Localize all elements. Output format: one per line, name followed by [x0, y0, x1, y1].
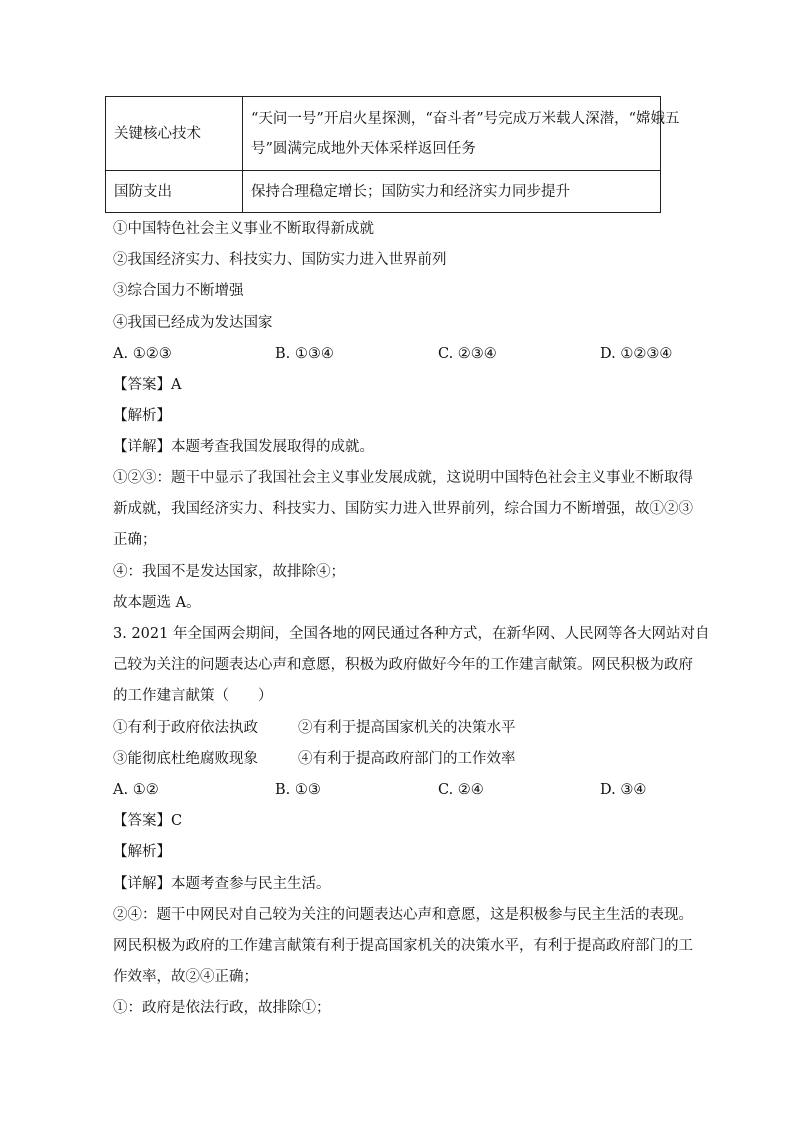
- option-a: A. ①②③: [113, 346, 172, 362]
- table-key-cell: 关键核心技术: [106, 97, 243, 171]
- statement-item: ①有利于政府依法执政: [113, 720, 258, 736]
- table-value-line: 号”圆满完成地外天体采样返回任务: [251, 140, 476, 157]
- table-value-cell: 保持合理稳定增长；国防实力和经济实力同步提升: [243, 171, 661, 213]
- explanation-line: 新成就，我国经济实力、科技实力、国防实力进入世界前列，综合国力不断增强，故①②③: [113, 501, 693, 517]
- question-stem-line: 己较为关注的问题表达心声和意愿，积极为政府做好今年的工作建言献策。网民积极为政府: [113, 657, 693, 673]
- option-d: D. ①②③④: [600, 346, 673, 362]
- statement-item: ①中国特色社会主义事业不断取得新成就: [113, 221, 374, 237]
- explanation-line: ④：我国不是发达国家，故排除④；: [113, 564, 345, 580]
- table-value-line: “天问一号”开启火星探测，“奋斗者”号完成万米载人深潜，“嫦娥五: [251, 110, 680, 127]
- explanation-line: 网民积极为政府的工作建言献策有利于提高国家机关的决策水平，有利于提高政府部门的工: [113, 938, 693, 954]
- statement-item: ④我国已经成为发达国家: [113, 315, 273, 331]
- question-stem-line: 3. 2021 年全国两会期间，全国各地的网民通过各种方式，在新华网、人民网等各大网站对自: [113, 626, 710, 642]
- option-d: D. ③④: [600, 782, 647, 798]
- option-c: C. ②③④: [438, 346, 497, 362]
- statement-item: ②我国经济实力、科技实力、国防实力进入世界前列: [113, 252, 447, 268]
- option-a: A. ①②: [113, 782, 159, 798]
- explanation-line: ①②③：题干中显示了我国社会主义事业发展成就，这说明中国特色社会主义事业不断取得: [113, 470, 693, 486]
- explanation-line: ①：政府是依法行政，故排除①；: [113, 1000, 331, 1016]
- analysis-label: 【解析】: [113, 408, 171, 424]
- option-b: B. ①③: [275, 782, 321, 798]
- statement-item: ③综合国力不断增强: [113, 283, 244, 299]
- statement-item: ④有利于提高政府部门的工作效率: [298, 751, 516, 767]
- table-value-cell: [243, 97, 680, 171]
- explanation-line: ②④：题干中网民对自己较为关注的问题表达心声和意愿，这是积极参与民主生活的表现。: [113, 907, 693, 923]
- option-b: B. ①③④: [275, 346, 334, 362]
- question-stem-line: 的工作建言献策（ ）: [113, 688, 273, 704]
- option-c: C. ②④: [438, 782, 484, 798]
- info-table: [105, 96, 680, 213]
- answer-label: 【答案】A: [113, 377, 182, 393]
- table-row: [106, 171, 661, 213]
- table-row: [106, 97, 661, 171]
- explanation-line: 正确；: [113, 532, 157, 548]
- detail-line: 【详解】本题考查我国发展取得的成就。: [113, 439, 374, 455]
- answer-label: 【答案】C: [113, 813, 183, 829]
- explanation-line: 作效率，故②④正确；: [113, 969, 258, 985]
- statement-item: ②有利于提高国家机关的决策水平: [298, 720, 516, 736]
- analysis-label: 【解析】: [113, 844, 171, 860]
- table-key-cell: 国防支出: [106, 171, 243, 213]
- statement-item: ③能彻底杜绝腐败现象: [113, 751, 258, 767]
- explanation-line: 故本题选 A。: [113, 595, 201, 611]
- detail-line: 【详解】本题考查参与民主生活。: [113, 876, 331, 892]
